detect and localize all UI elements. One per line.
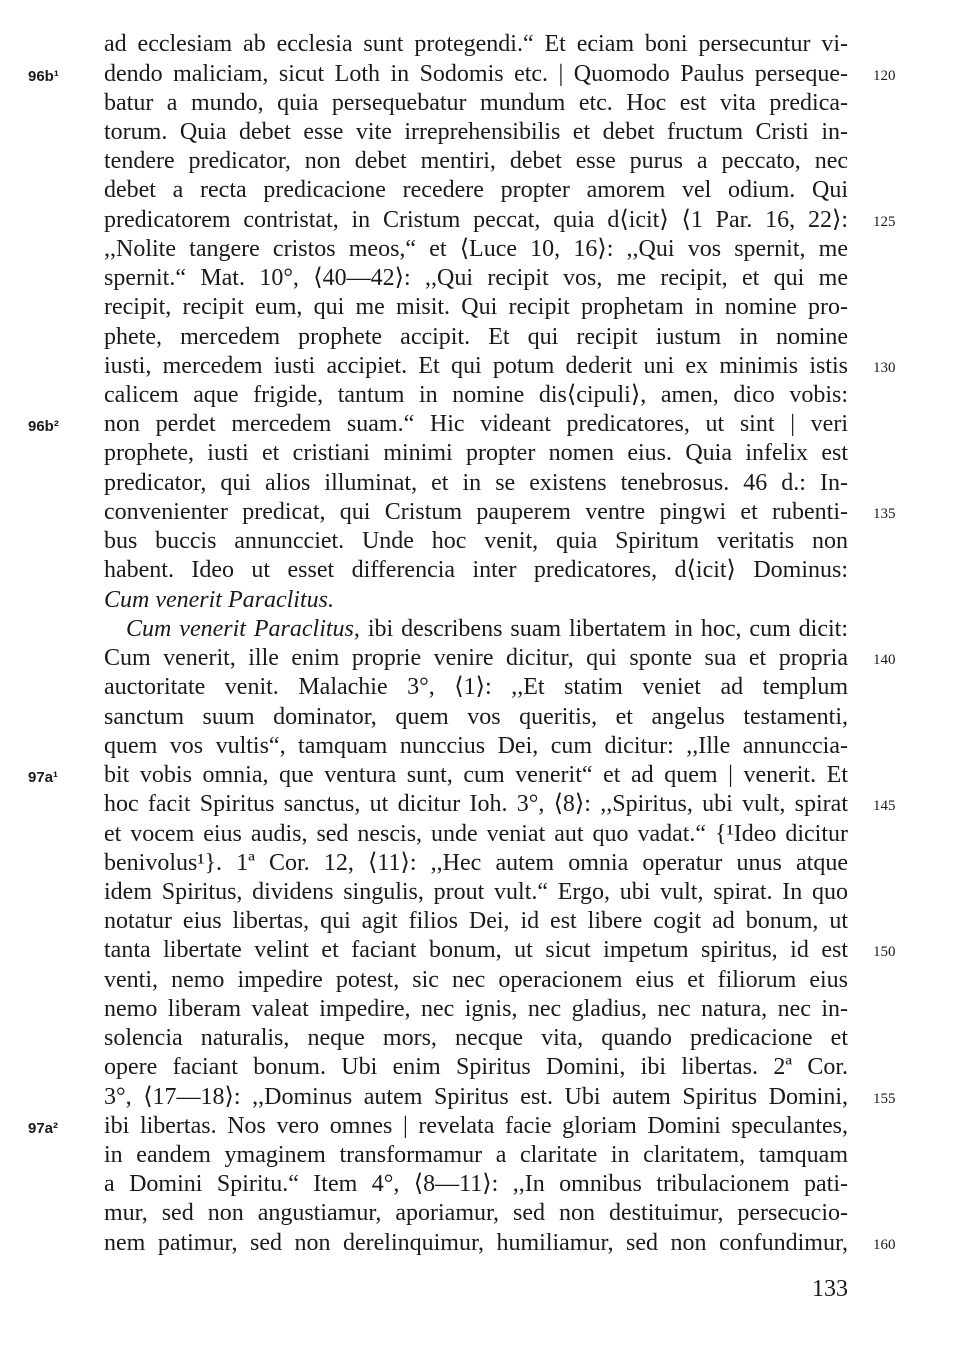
text-line: bus buccis annuncciet. Unde hoc venit, quia Spiritum veritatis non: [104, 528, 848, 554]
text-line: batur a mundo, quia persequebatur mundum etc. Hoc est vita predica-: [104, 90, 848, 116]
text-line: nemo liberam valeat impedire, nec ignis, nec gladius, nec natura, nec in-: [104, 996, 848, 1022]
text-line: non perdet mercedem suam.“ Hic videant predicatores, ut sint | veri: [104, 411, 848, 437]
line-number: 155: [873, 1091, 896, 1107]
line-number: 140: [873, 652, 896, 668]
text-line: dendo maliciam, sicut Loth in Sodomis etc. | Quomodo Paulus perseque-: [104, 61, 848, 87]
text-line: solencia naturalis, neque mors, necque vita, quando predicacione et: [104, 1025, 848, 1051]
text-line: Cum venerit, ille enim proprie venire dicitur, qui sponte sua et propria: [104, 645, 848, 671]
text-line: idem Spiritus, dividens singulis, prout vult.“ Ergo, ubi vult, spirat. In quo: [104, 879, 848, 905]
folio-reference: 96b¹: [28, 68, 59, 85]
text-line: recipit, recipit eum, qui me misit. Qui recipit prophetam in nomine pro-: [104, 294, 848, 320]
folio-reference: 97a²: [28, 1120, 59, 1137]
text-line: iusti, mercedem iusti accipiet. Et qui potum dederit uni ex minimis istis: [104, 353, 848, 379]
page-number: 133: [812, 1276, 848, 1302]
text-line: hoc facit Spiritus sanctus, ut dicitur Ioh. 3°, ⟨8⟩: ,,Spiritus, ubi vult, spirat: [104, 791, 848, 817]
text-line: 3°, ⟨17—18⟩: ,,Dominus autem Spiritus est. Ubi autem Spiritus Domini,: [104, 1084, 848, 1110]
text-line-italic: [104, 586, 848, 615]
text-line: predicatorem contristat, in Cristum peccat, quia d⟨icit⟩ ⟨1 Par. 16, 22⟩:: [104, 207, 848, 233]
text-line: tanta libertate velint et faciant bonum, ut sicut impetum spiritus, id est: [104, 937, 848, 963]
line-number: 135: [873, 506, 896, 522]
italic-heading: Cum venerit Paraclitus.: [104, 587, 334, 613]
text-line: auctoritate venit. Malachie 3°, ⟨1⟩: ,,Et statim veniet ad templum: [104, 674, 848, 700]
text-line: habent. Ideo ut esset differencia inter predicatores, d⟨icit⟩ Dominus:: [104, 557, 848, 583]
line-number: 125: [873, 214, 896, 230]
text-line: tendere predicator, non debet mentiri, debet esse purus a peccato, nec: [104, 148, 848, 174]
text-line: benivolus¹}. 1ª Cor. 12, ⟨11⟩: ,,Hec autem omnia operatur unus atque: [104, 850, 848, 876]
text-line: bit vobis omnia, que ventura sunt, cum venerit“ et ad quem | venerit. Et: [104, 762, 848, 788]
text-line: ibi libertas. Nos vero omnes | revelata facie gloriam Domini speculantes,: [104, 1113, 848, 1139]
line-number: 160: [873, 1237, 896, 1253]
line-number: 150: [873, 944, 896, 960]
text-segment: ibi describens suam libertatem in hoc, cum dicit:: [359, 616, 849, 642]
text-line: torum. Quia debet esse vite irreprehensibilis et debet fructum Cristi in-: [104, 119, 848, 145]
text-line: ad ecclesiam ab ecclesia sunt protegendi.“ Et eciam boni persecuntur vi-: [104, 31, 848, 57]
text-line: nem patimur, sed non derelinquimur, humiliamur, sed non confundimur,: [104, 1230, 848, 1256]
folio-reference: 97a¹: [28, 769, 59, 786]
line-number: 145: [873, 798, 896, 814]
text-line: debet a recta predicacione recedere propter amorem vel odium. Qui: [104, 177, 848, 203]
text-line: ,,Nolite tangere cristos meos,“ et ⟨Luce 10, 16⟩: ,,Qui vos spernit, me: [104, 236, 848, 262]
text-line: sanctum suum dominator, quem vos queritis, et angelus testamenti,: [104, 704, 848, 730]
text-line: notatur eius libertas, qui agit filios Dei, id est libere cogit ad bonum, ut: [104, 908, 848, 934]
text-line: convenienter predicat, qui Cristum pauperem ventre pingwi et rubenti-: [104, 499, 848, 525]
paragraph-first-line: [126, 615, 848, 644]
text-line: venti, nemo impedire potest, sic nec operacionem eius et filiorum eius: [104, 967, 848, 993]
text-line: calicem aque frigide, tantum in nomine dis⟨cipuli⟩, amen, dico vobis:: [104, 382, 848, 408]
italic-lemma: Cum venerit Paraclitus,: [126, 616, 360, 642]
text-line: prophete, iusti et cristiani minimi propter nomen eius. Quia infelix est: [104, 440, 848, 466]
folio-reference: 96b²: [28, 418, 59, 435]
text-line: predicator, qui alios illuminat, et in se existens tenebrosus. 46 d.: In-: [104, 470, 848, 496]
line-number: 130: [873, 360, 896, 376]
text-line: et vocem eius audis, sed nescis, unde veniat aut quo vadat.“ {¹Ideo dicitur: [104, 821, 848, 847]
text-line: quem vos vultis“, tamquam nunccius Dei, cum dicitur: ,,Ille annunccia-: [104, 733, 848, 759]
text-line: mur, sed non angustiamur, aporiamur, sed non destituimur, persecucio-: [104, 1200, 848, 1226]
line-number: 120: [873, 68, 896, 84]
text-line: opere faciant bonum. Ubi enim Spiritus Domini, ibi libertas. 2ª Cor.: [104, 1054, 848, 1080]
text-line: spernit.“ Mat. 10°, ⟨40—42⟩: ,,Qui recipit vos, me recipit, et qui me: [104, 265, 848, 291]
text-line: in eandem ymaginem transformamur a claritate in claritatem, tamquam: [104, 1142, 848, 1168]
text-line: a Domini Spiritu.“ Item 4°, ⟨8—11⟩: ,,In omnibus tribulacionem pati-: [104, 1171, 848, 1197]
text-line: phete, mercedem prophete accipit. Et qui recipit iustum in nomine: [104, 324, 848, 350]
